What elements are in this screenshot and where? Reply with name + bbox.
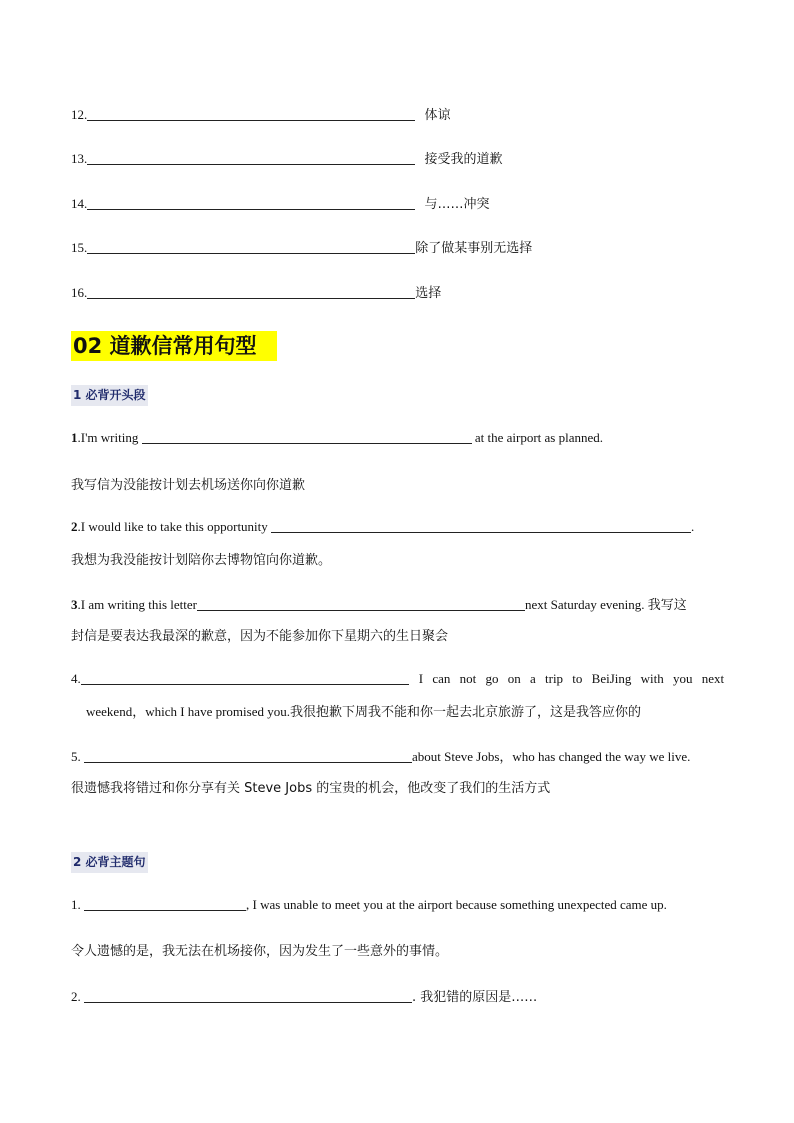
- sentence-1-3: [71, 594, 687, 613]
- sentence-prefix: .I'm writing: [77, 430, 142, 445]
- answer-blank[interactable]: [271, 518, 691, 533]
- answer-blank[interactable]: [87, 150, 415, 165]
- sentence-number: 1.: [71, 897, 84, 912]
- item-meaning: 体谅: [424, 108, 451, 123]
- item-meaning: 与……冲突: [424, 197, 490, 212]
- answer-blank[interactable]: [197, 596, 525, 611]
- vocab-item-14: [71, 193, 490, 212]
- sentence-2-1-translation: 令人遗憾的是，我无法在机场接你，因为发生了一些意外的事情。: [71, 944, 449, 959]
- sentence-suffix: at the airport as planned.: [471, 430, 603, 445]
- sentence-number: 1: [71, 430, 78, 445]
- answer-blank[interactable]: [142, 429, 472, 444]
- item-number: 13.: [71, 151, 88, 166]
- vocab-item-12: [71, 104, 451, 123]
- item-number: 15.: [71, 240, 88, 255]
- sentence-2-1: [71, 896, 667, 913]
- item-number: 14.: [71, 196, 88, 211]
- vocab-item-15: [71, 237, 532, 256]
- answer-blank[interactable]: [81, 670, 409, 685]
- sentence-suffix: I can not go on a trip to BeiJing with you next: [418, 671, 725, 686]
- item-meaning: 除了做某事别无选择: [415, 241, 533, 256]
- item-meaning: 接受我的道歉: [424, 152, 503, 167]
- item-number: 16.: [71, 285, 88, 300]
- sentence-1-5: [71, 746, 690, 765]
- sentence-suffix: . 我犯错的原因是……: [412, 990, 538, 1005]
- sentence-1-2: [71, 518, 694, 535]
- answer-blank[interactable]: [87, 106, 415, 121]
- answer-blank[interactable]: [87, 284, 415, 299]
- vocab-item-13: [71, 148, 503, 167]
- item-number: 12.: [71, 107, 88, 122]
- sentence-1-1-translation: 我写信为没能按计划去机场送你向你道歉: [71, 478, 306, 493]
- sentence-suffix: , I was unable to meet you at the airport because something unexpected came up.: [246, 897, 667, 912]
- part2-title: 2 必背主题句: [71, 852, 148, 873]
- part1-title: 1 必背开头段: [71, 385, 148, 406]
- sentence-1-1: [71, 429, 603, 446]
- section-title: 02 道歉信常用句型: [71, 331, 277, 361]
- answer-blank[interactable]: [84, 748, 412, 763]
- sentence-1-3-translation: 封信是要表达我最深的歉意，因为不能参加你下星期六的生日聚会: [71, 629, 449, 644]
- sentence-suffix: .: [691, 519, 695, 534]
- answer-blank[interactable]: [84, 988, 412, 1003]
- sentence-number: 2.: [71, 989, 84, 1004]
- sentence-suffix: next Saturday evening. 我写这: [525, 597, 687, 612]
- sentence-number: 4.: [71, 671, 81, 686]
- sentence-suffix: about Steve Jobs，who has changed the way we live.: [412, 749, 691, 764]
- answer-blank[interactable]: [87, 239, 415, 254]
- answer-blank[interactable]: [87, 195, 415, 210]
- item-meaning: 选择: [415, 286, 442, 301]
- sentence-prefix: .I am writing this letter: [77, 597, 198, 612]
- answer-blank[interactable]: [84, 896, 246, 911]
- sentence-1-4: [71, 670, 724, 687]
- sentence-prefix: .I would like to take this opportunity: [77, 519, 272, 534]
- sentence-1-5-translation: 很遗憾我将错过和你分享有关 Steve Jobs 的宝贵的机会，他改变了我们的生活方式: [71, 781, 551, 796]
- sentence-number: 2: [71, 519, 78, 534]
- sentence-2-2: [71, 986, 537, 1005]
- sentence-number: 5.: [71, 749, 84, 764]
- vocab-item-16: [71, 282, 441, 301]
- sentence-1-4-line2: weekend，which I have promised you.我很抱歉下周我不能和你一起去北京旅游了，这是我答应你的: [86, 704, 641, 719]
- sentence-number: 3: [71, 597, 78, 612]
- sentence-1-2-translation: 我想为我没能按计划陪你去博物馆向你道歉。: [71, 553, 332, 568]
